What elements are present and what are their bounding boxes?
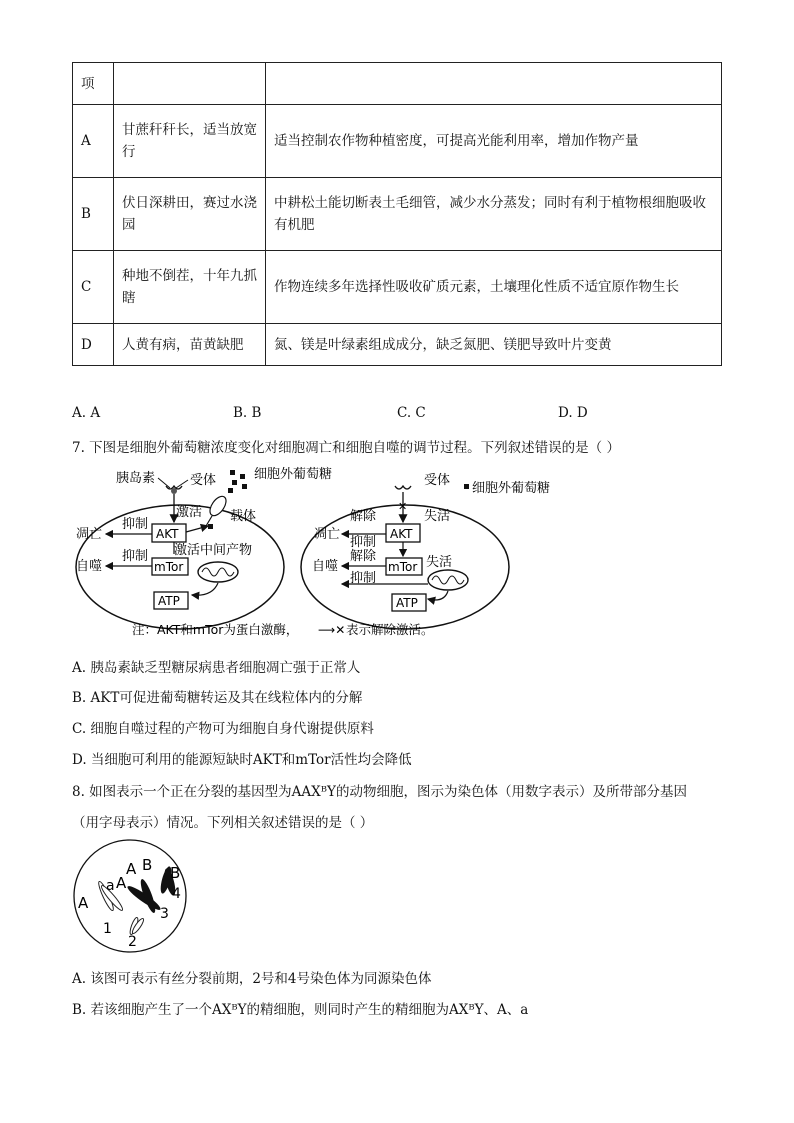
label-receptor-right: 受体: [424, 473, 451, 488]
q8-option-a[interactable]: A. 该图可表示有丝分裂前期，2号和4号染色体为同源染色体: [72, 971, 432, 987]
label-receptor-left: 受体: [190, 473, 217, 488]
q7-option-b[interactable]: B. AKT可促进葡萄糖转运及其在线粒体内的分解: [72, 690, 363, 706]
atp-label-right: ATP: [396, 596, 418, 610]
label-inactive-1: 失活: [424, 509, 451, 524]
row-explain: 适当控制农作物种植密度，可提高光能利用率，增加作物产量: [266, 105, 722, 178]
mtor-label-right: mTor: [388, 560, 418, 574]
table-header-cell: [114, 63, 266, 105]
receptor-icon-right: [395, 486, 411, 489]
q8-stem-line-1: 8. 如图表示一个正在分裂的基因型为AAXᴮY的动物细胞，图示为染色体（用数字表示）及所带部分基因: [72, 784, 687, 800]
label-glucose-right: 细胞外葡萄糖: [472, 481, 551, 496]
row-saying: 伏日深耕田，赛过水浇园: [114, 178, 266, 251]
label-inactive-2: 失活: [426, 555, 453, 570]
chromosome-2-icon: [129, 917, 146, 936]
label-intermediate: 中间产物: [200, 543, 253, 558]
glucose-squares-icon: [228, 470, 247, 493]
table-header-row: [73, 63, 722, 105]
chromosome-number-3: 3: [160, 906, 169, 922]
table-row: [73, 324, 722, 366]
chromosome-number-4: 4: [172, 886, 181, 902]
diagram-note: 注：AKT和mTor为蛋白激酶，: [132, 622, 299, 637]
label-apoptosis-right: 凋亡: [314, 527, 341, 542]
label-activate-2: 激活: [174, 543, 201, 558]
gene-A-left: A: [78, 894, 89, 912]
q7-option-d[interactable]: D. 当细胞可利用的能源短缺时AKT和mTor活性均会降低: [72, 752, 412, 768]
label-apoptosis-left: 凋亡: [76, 527, 103, 542]
mitochondrion-icon-left: [198, 562, 238, 582]
label-inhibit-1: 抑制: [122, 517, 149, 532]
table-header-cell: 项: [73, 63, 114, 105]
table-row: [73, 105, 722, 178]
label-relieve-2: 解除: [350, 549, 377, 564]
q7-option-c[interactable]: C. 细胞自噬过程的产物可为细胞自身代谢提供原料: [72, 721, 374, 737]
row-saying: 人黄有病，苗黄缺肥: [114, 324, 266, 366]
row-saying: 甘蔗秆秆长，适当放宽行: [114, 105, 266, 178]
gene-A-mid-1: A: [116, 874, 127, 892]
table-header-cell: [266, 63, 722, 105]
row-key: B: [73, 178, 114, 251]
q7-stem: 7. 下图是细胞外葡萄糖浓度变化对细胞凋亡和细胞自噬的调节过程。下列叙述错误的是（ ）: [72, 440, 620, 456]
akt-label-left: AKT: [156, 527, 179, 541]
q6-option-c[interactable]: C. C: [397, 405, 426, 421]
row-saying: 种地不倒茬，十年九抓瞎: [114, 251, 266, 324]
label-activate-1: 激活: [176, 505, 203, 520]
mtor-label-left: mTor: [154, 560, 184, 574]
label-relieve-1: 解除: [350, 509, 377, 524]
label-autophagy-right: 自噬: [312, 559, 339, 574]
label-autophagy-left: 自噬: [76, 559, 103, 574]
mitochondrion-icon-right: [428, 570, 468, 590]
diagram-note-tail: 表示解除激活。: [346, 622, 434, 637]
row-key: C: [73, 251, 114, 324]
table-row: [73, 251, 722, 324]
row-explain: 氮、镁是叶绿素组成成分，缺乏氮肥、镁肥导致叶片变黄: [266, 324, 722, 366]
table-row: [73, 178, 722, 251]
row-key: A: [73, 105, 114, 178]
akt-label-right: AKT: [390, 527, 413, 541]
row-explain: 作物连续多年选择性吸收矿质元素，土壤理化性质不适宜原作物生长: [266, 251, 722, 324]
chromosome-number-2: 2: [128, 934, 137, 950]
label-glucose-left: 细胞外葡萄糖: [254, 467, 333, 482]
label-insulin: 胰岛素: [116, 471, 156, 486]
gene-a-lower: a: [106, 878, 115, 894]
row-explain: 中耕松土能切断表土毛细管，减少水分蒸发；同时有利于植物根细胞吸收有机肥: [266, 178, 722, 251]
cell-regulation-diagram: [70, 462, 560, 642]
glucose-square-icon-right: [464, 484, 469, 489]
gene-B-2: B: [170, 864, 181, 882]
q8-option-b[interactable]: B. 若该细胞产生了一个AXᴮY的精细胞，则同时产生的精细胞为AXᴮY、A、a: [72, 1002, 529, 1018]
label-carrier: 载体: [230, 509, 257, 524]
answer-table: [72, 62, 722, 366]
atp-label-left: ATP: [158, 594, 180, 608]
q6-option-d[interactable]: D. D: [558, 405, 588, 421]
q6-option-b[interactable]: B. B: [233, 405, 262, 421]
gene-B-1: B: [142, 856, 153, 874]
insulin-icon: [171, 488, 177, 494]
row-key: D: [73, 324, 114, 366]
label-inhibit-right-2: 抑制: [350, 571, 377, 586]
chromosome-3-icon: [125, 878, 162, 915]
chromosome-number-1: 1: [103, 921, 112, 937]
label-inhibit-right-1: 抑制: [350, 535, 377, 550]
deactivate-symbol-icon: ⟶✕: [318, 623, 346, 637]
label-inhibit-2: 抑制: [122, 549, 149, 564]
q7-option-a[interactable]: A. 胰岛素缺乏型糖尿病患者细胞凋亡强于正常人: [72, 660, 361, 676]
gene-A-mid-2: A: [126, 860, 137, 878]
q6-option-a[interactable]: A. A: [72, 405, 101, 421]
dividing-cell-diagram: [70, 838, 195, 958]
q8-stem-line-2: （用字母表示）情况。下列相关叙述错误的是（ ）: [72, 815, 374, 831]
deactivation-mark-icon: ✕: [398, 500, 408, 513]
